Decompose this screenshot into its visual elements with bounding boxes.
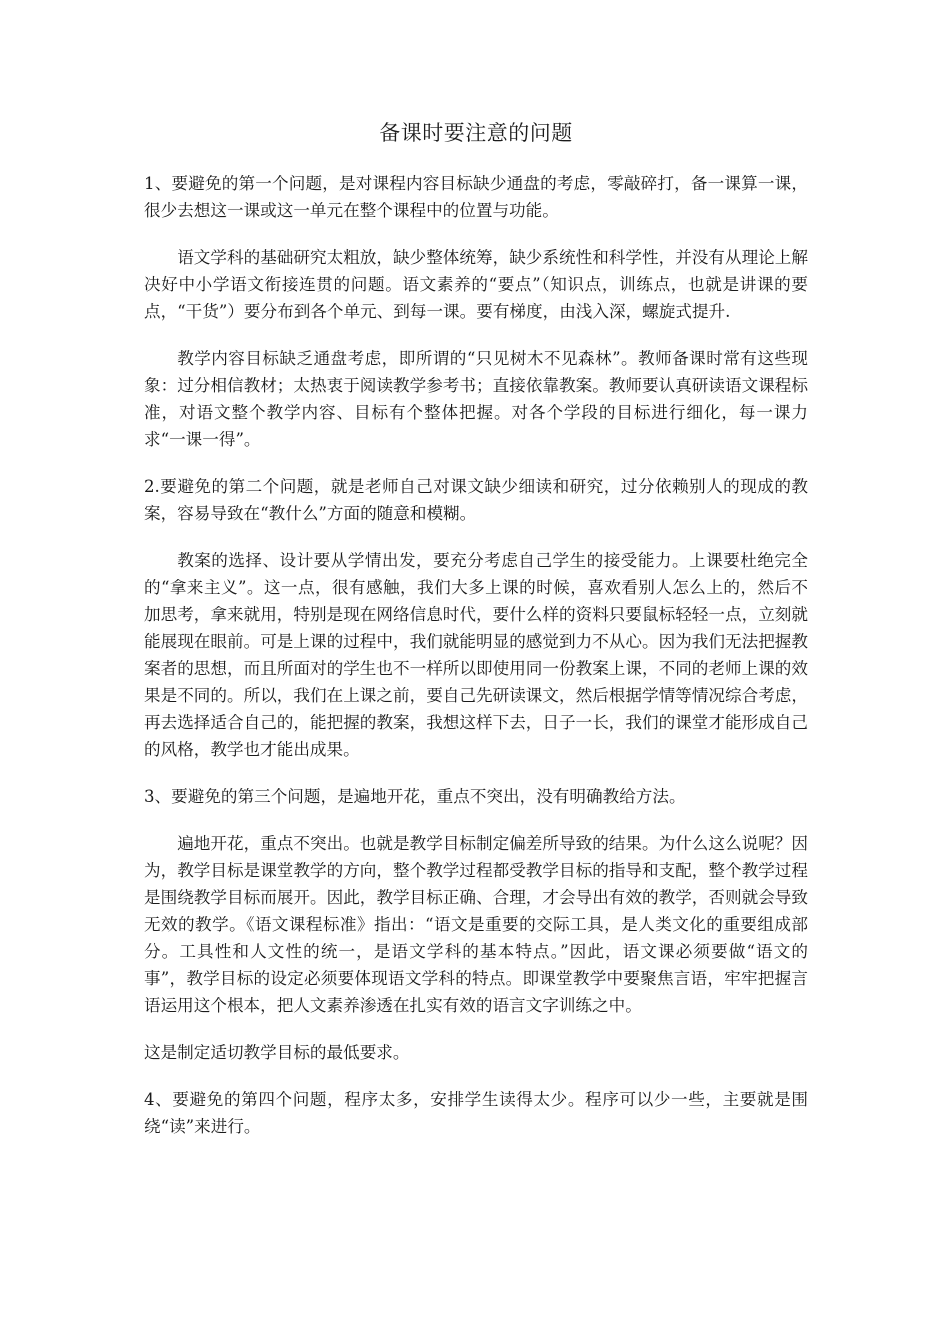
paragraph-7: 遍地开花，重点不突出。也就是教学目标制定偏差所导致的结果。为什么这么说呢？因为，教学目标是课堂教学的方向，整个教学过程都受教学目标的指导和支配，整个教学过程是围绕教学目标而展开。因此，教学目标正确、合理，才会导出有效的教学，否则就会导致无效的教学。《语文课程标准》指出：“语文是重要的交际工具，是人类文化的重要组成部分。工具性和人文性的统一，是语文学科的基本特点。”因此，语文课必须要做“语文的事”，教学目标的设定必须要体现语文学科的特点。即课堂教学中要聚焦言语，牢牢把握言语运用这个根本，把人文素养渗透在扎实有效的语言文字训练之中。: [144, 834, 808, 1015]
paragraph-5: 教案的选择、设计要从学情出发，要充分考虑自己学生的接受能力。上课要杜绝完全的“拿来主义”。这一点，很有感触，我们大多上课的时候，喜欢看别人怎么上的，然后不加思考，拿来就用，特别是现在网络信息时代，要什么样的资料只要鼠标轻轻一点，立刻就能展现在眼前。可是上课的过程中，我们就能明显的感觉到力不从心。因为我们无法把握教案者的思想，而且所面对的学生也不一样所以即使用同一份教案上课，不同的老师上课的效果是不同的。所以，我们在上课之前，要自己先研读课文，然后根据学情等情况综合考虑，再去选择适合自己的，能把握的教案，我想这样下去，日子一长，我们的课堂才能形成自己的风格，教学也才能出成果。: [144, 551, 808, 759]
document-page: [144, 118, 808, 1160]
paragraph-8: 这是制定适切教学目标的最低要求。: [144, 1043, 410, 1062]
document-title: 备课时要注意的问题: [379, 121, 573, 145]
paragraph-9: 4、要避免的第四个问题，程序太多，安排学生读得太少。程序可以少一些，主要就是围绕“读”来进行。: [144, 1090, 808, 1136]
paragraph-6: 3、要避免的第三个问题，是遍地开花，重点不突出，没有明确教给方法。: [144, 787, 686, 806]
paragraph-2: 语文学科的基础研究太粗放，缺少整体统筹，缺少系统性和科学性，并没有从理论上解决好中小学语文衔接连贯的问题。语文素养的“要点”（知识点，训练点，也就是讲课的要点，“干货”）要分布到各个单元、到每一课。要有梯度，由浅入深，螺旋式提升.: [144, 248, 808, 321]
paragraph-1: 1、要避免的第一个问题，是对课程内容目标缺少通盘的考虑，零敲碎打，备一课算一课，很少去想这一课或这一单元在整个课程中的位置与功能。: [144, 174, 808, 220]
paragraph-3: 教学内容目标缺乏通盘考虑，即所谓的“只见树木不见森林”。教师备课时常有这些现象：过分相信教材；太热衷于阅读教学参考书；直接依靠教案。教师要认真研读语文课程标准，对语文整个教学内容、目标有个整体把握。对各个学段的目标进行细化，每一课力求“一课一得”。: [144, 349, 808, 449]
paragraph-4: 2.要避免的第二个问题，就是老师自己对课文缺少细读和研究，过分依赖别人的现成的教案，容易导致在“教什么”方面的随意和模糊。: [144, 477, 808, 523]
